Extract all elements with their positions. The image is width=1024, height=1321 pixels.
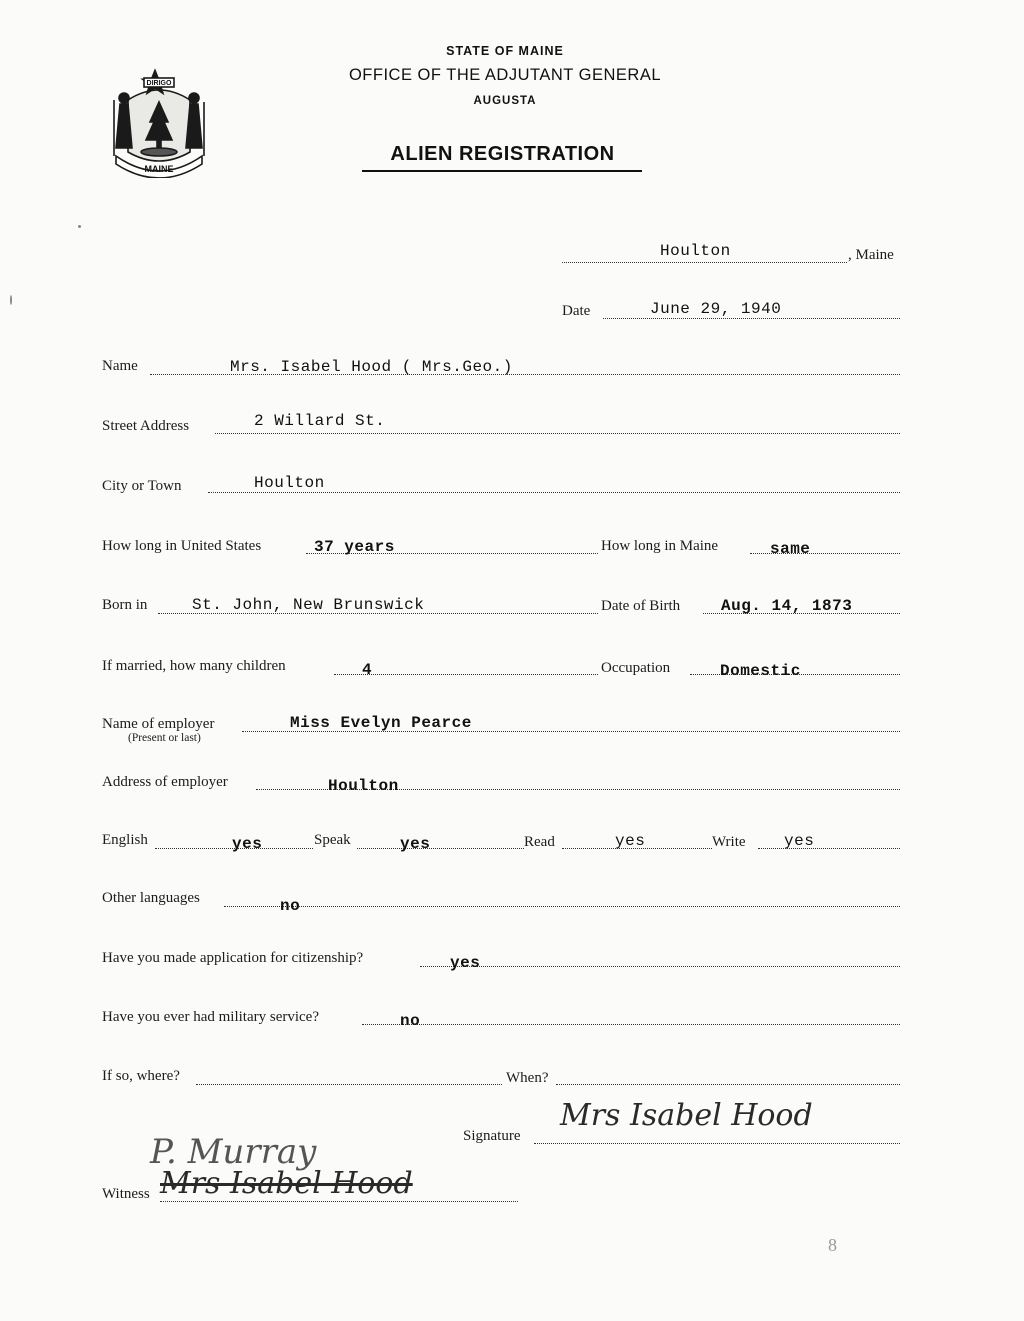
- name-label: Name: [102, 358, 138, 374]
- employer-sublabel: (Present or last): [128, 732, 201, 744]
- date-dots: [603, 318, 900, 319]
- witness-dots: [160, 1201, 518, 1202]
- other-languages-label: Other languages: [102, 890, 200, 906]
- witness-label: Witness: [102, 1186, 150, 1202]
- children-label: If married, how many children: [102, 658, 286, 674]
- header-state: STATE OF MAINE: [446, 44, 564, 58]
- speak-value[interactable]: yes: [400, 835, 431, 853]
- when-label: When?: [506, 1070, 549, 1086]
- write-value[interactable]: yes: [784, 832, 815, 850]
- city-dots: [208, 492, 900, 493]
- employer-label: Name of employer: [102, 716, 215, 732]
- state-of-maine-seal-icon: [106, 60, 212, 178]
- witness-struck-signature: Mrs Isabel Hood: [160, 1166, 413, 1201]
- page-stamp: 8: [828, 1235, 837, 1255]
- children-dots: [334, 674, 598, 675]
- header-city: AUGUSTA: [473, 95, 537, 107]
- employer-address-value[interactable]: Houlton: [328, 777, 399, 795]
- occupation-value[interactable]: Domestic: [720, 662, 801, 680]
- occupation-label: Occupation: [601, 660, 671, 676]
- speak-dots: [357, 848, 524, 849]
- english-value[interactable]: yes: [232, 835, 263, 853]
- title-underline: [362, 170, 642, 172]
- date-label: Date: [562, 303, 591, 319]
- city-label: City or Town: [102, 478, 182, 494]
- signature-value[interactable]: Mrs Isabel Hood: [560, 1098, 813, 1133]
- citizenship-label: Have you made application for citizenship?: [102, 950, 364, 966]
- seal-banner: MAINE: [144, 164, 174, 174]
- how-long-us-value[interactable]: 37 years: [314, 538, 395, 556]
- street-dots: [215, 433, 900, 434]
- when-dots: [556, 1084, 900, 1085]
- place-value[interactable]: Houlton: [660, 242, 731, 260]
- how-long-maine-label: How long in Maine: [601, 538, 719, 554]
- witness-value[interactable]: P. Murray: [150, 1132, 317, 1172]
- citizenship-dots: [420, 966, 900, 967]
- how-long-maine-value[interactable]: same: [770, 540, 811, 558]
- paper-speck: [78, 225, 81, 228]
- citizenship-value[interactable]: yes: [450, 954, 481, 972]
- name-value[interactable]: Mrs. Isabel Hood ( Mrs.Geo.): [230, 358, 513, 376]
- born-in-label: Born in: [102, 597, 148, 613]
- born-in-value[interactable]: St. John, New Brunswick: [192, 596, 425, 614]
- street-label: Street Address: [102, 418, 190, 434]
- where-dots: [196, 1084, 502, 1085]
- dob-value[interactable]: Aug. 14, 1873: [721, 597, 853, 615]
- employer-value[interactable]: Miss Evelyn Pearce: [290, 714, 472, 732]
- children-value[interactable]: 4: [362, 661, 373, 679]
- other-languages-dots: [224, 906, 900, 907]
- date-value[interactable]: June 29, 1940: [650, 300, 782, 318]
- where-label: If so, where?: [102, 1068, 180, 1084]
- header-office: OFFICE OF THE ADJUTANT GENERAL: [348, 66, 662, 84]
- military-value[interactable]: no: [400, 1012, 421, 1030]
- military-dots: [362, 1024, 900, 1025]
- other-languages-value[interactable]: no: [280, 897, 301, 915]
- how-long-us-label: How long in United States: [102, 538, 262, 554]
- city-value[interactable]: Houlton: [254, 474, 325, 492]
- place-dots: [562, 262, 847, 263]
- dob-label: Date of Birth: [601, 598, 681, 614]
- read-value[interactable]: yes: [615, 832, 646, 850]
- employer-address-label: Address of employer: [102, 774, 228, 790]
- speak-label: Speak: [314, 832, 351, 848]
- write-label: Write: [712, 834, 746, 850]
- read-label: Read: [524, 834, 555, 850]
- street-value[interactable]: 2 Willard St.: [254, 412, 386, 430]
- form-title: ALIEN REGISTRATION: [390, 143, 615, 165]
- english-label: English: [102, 832, 148, 848]
- signature-label: Signature: [463, 1128, 521, 1144]
- write-dots: [758, 848, 900, 849]
- signature-dots: [534, 1143, 900, 1144]
- military-label: Have you ever had military service?: [102, 1009, 319, 1025]
- seal-motto: DIRIGO: [146, 80, 172, 87]
- paper-speck: [10, 295, 12, 305]
- place-suffix: , Maine: [848, 247, 894, 263]
